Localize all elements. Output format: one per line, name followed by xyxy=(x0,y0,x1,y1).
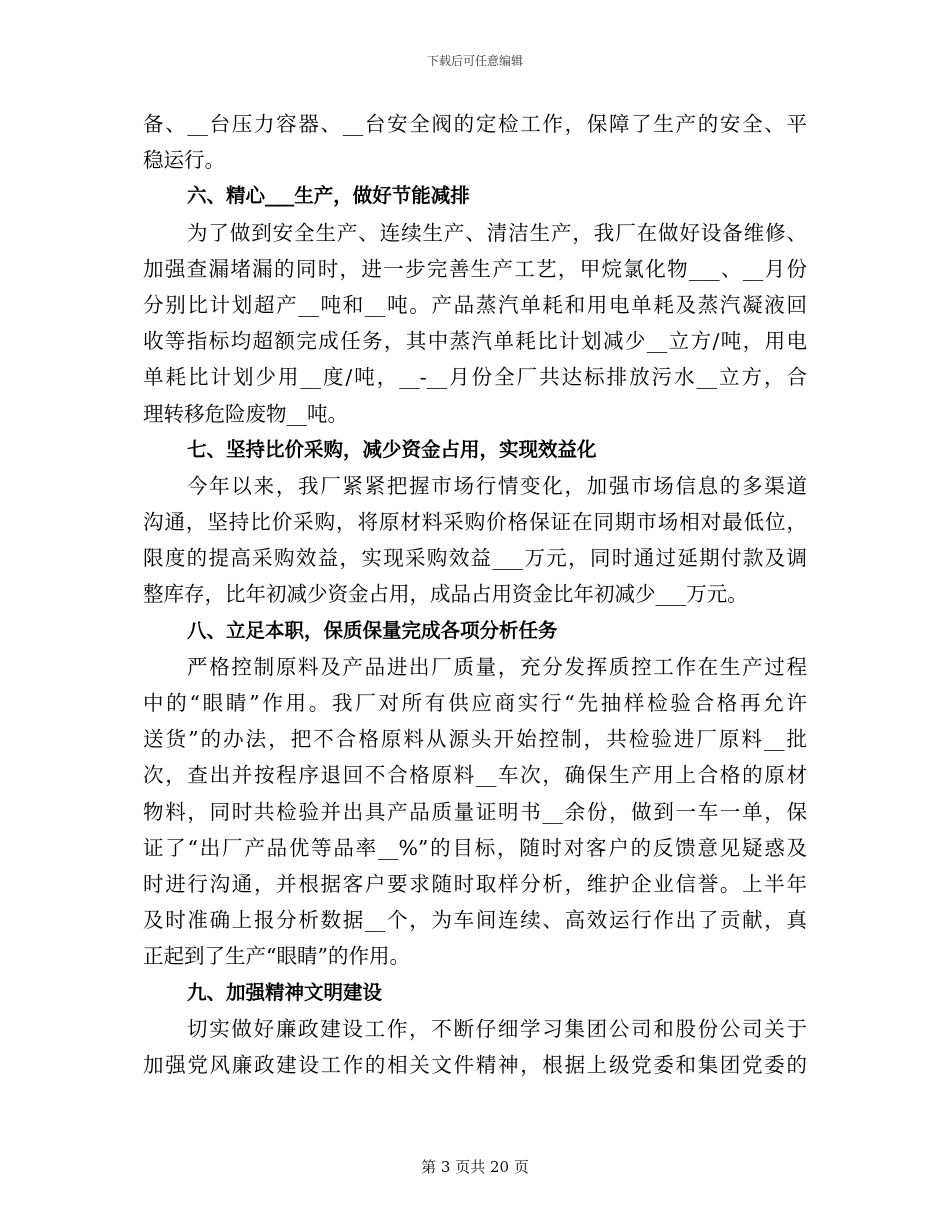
section-heading: 九、加强精神文明建设 xyxy=(187,980,383,1004)
text-line: 加强党风廉政建设工作的相关文件精神，根据上级党委和集团党委的 xyxy=(143,1052,807,1077)
section-heading: 六、精心___生产，做好节能减排 xyxy=(187,184,470,208)
text-line: 时进行沟通，并根据客户要求随时取样分析，维护企业信誉。上半年 xyxy=(143,871,807,896)
text-line: 严格控制原料及产品进出厂质量，充分发挥质控工作在生产过程 xyxy=(187,654,807,679)
page-header: 下载后可任意编辑 xyxy=(426,54,523,68)
text-line: 正起到了生产“眼睛”的作用。 xyxy=(143,944,410,969)
text-line: 切实做好廉政建设工作，不断仔细学习集团公司和股份公司关于 xyxy=(187,1016,807,1041)
text-line: 证了“出厂产品优等品率__%”的目标，随时对客户的反馈意见疑惑及 xyxy=(143,835,807,860)
text-line: 次，查出并按程序退回不合格原料__车次，确保生产用上合格的原材 xyxy=(143,763,807,788)
text-line: 中的“眼睛”作用。我厂对所有供应商实行“先抽样检验合格再允许 xyxy=(143,691,807,715)
text-line: 今年以来，我厂紧紧把握市场行情变化，加强市场信息的多渠道 xyxy=(187,473,807,498)
text-line: 分别比计划超产__吨和__吨。产品蒸汽单耗和用电单耗及蒸汽凝液回 xyxy=(143,292,807,317)
text-line: 限度的提高采购效益，实现采购效益___万元，同时通过延期付款及调 xyxy=(143,546,807,571)
text-line: 加强查漏堵漏的同时，进一步完善生产工艺，甲烷氯化物___、__月份 xyxy=(143,256,807,281)
page-footer: 第 3 页共 20 页 xyxy=(421,1158,529,1176)
text-line: 整库存，比年初减少资金占用，成品占用资金比年初减少___万元。 xyxy=(143,582,748,607)
document-body xyxy=(143,106,807,1083)
text-line: 送货”的办法，把不合格原料从源头开始控制，共检验进厂原料__批 xyxy=(143,727,807,752)
text-line: 物料，同时共检验并出具产品质量证明书__余份，做到一车一单，保 xyxy=(143,799,807,824)
text-line: 稳运行。 xyxy=(143,148,225,173)
text-line: 单耗比计划少用__度/吨，__-__月份全厂共达标排放污水__立方，合 xyxy=(143,365,807,390)
text-line: 理转移危险废物__吨。 xyxy=(143,401,348,426)
text-line: 沟通，坚持比价采购，将原材料采购价格保证在同期市场相对最低位， xyxy=(143,510,807,535)
text-line: 及时准确上报分析数据__个，为车间连续、高效运行作出了贡献，真 xyxy=(143,908,807,933)
text-line: 备、__台压力容器、__台安全阀的定检工作，保障了生产的安全、平 xyxy=(143,112,807,136)
text-line: 收等指标均超额完成任务，其中蒸汽单耗比计划减少__立方/吨，用电 xyxy=(143,329,807,354)
section-heading: 八、立足本职，保质保量完成各项分析任务 xyxy=(187,618,558,642)
section-heading: 七、坚持比价采购，减少资金占用，实现效益化 xyxy=(187,437,597,461)
text-line: 为了做到安全生产、连续生产、清洁生产，我厂在做好设备维修、 xyxy=(187,220,807,245)
